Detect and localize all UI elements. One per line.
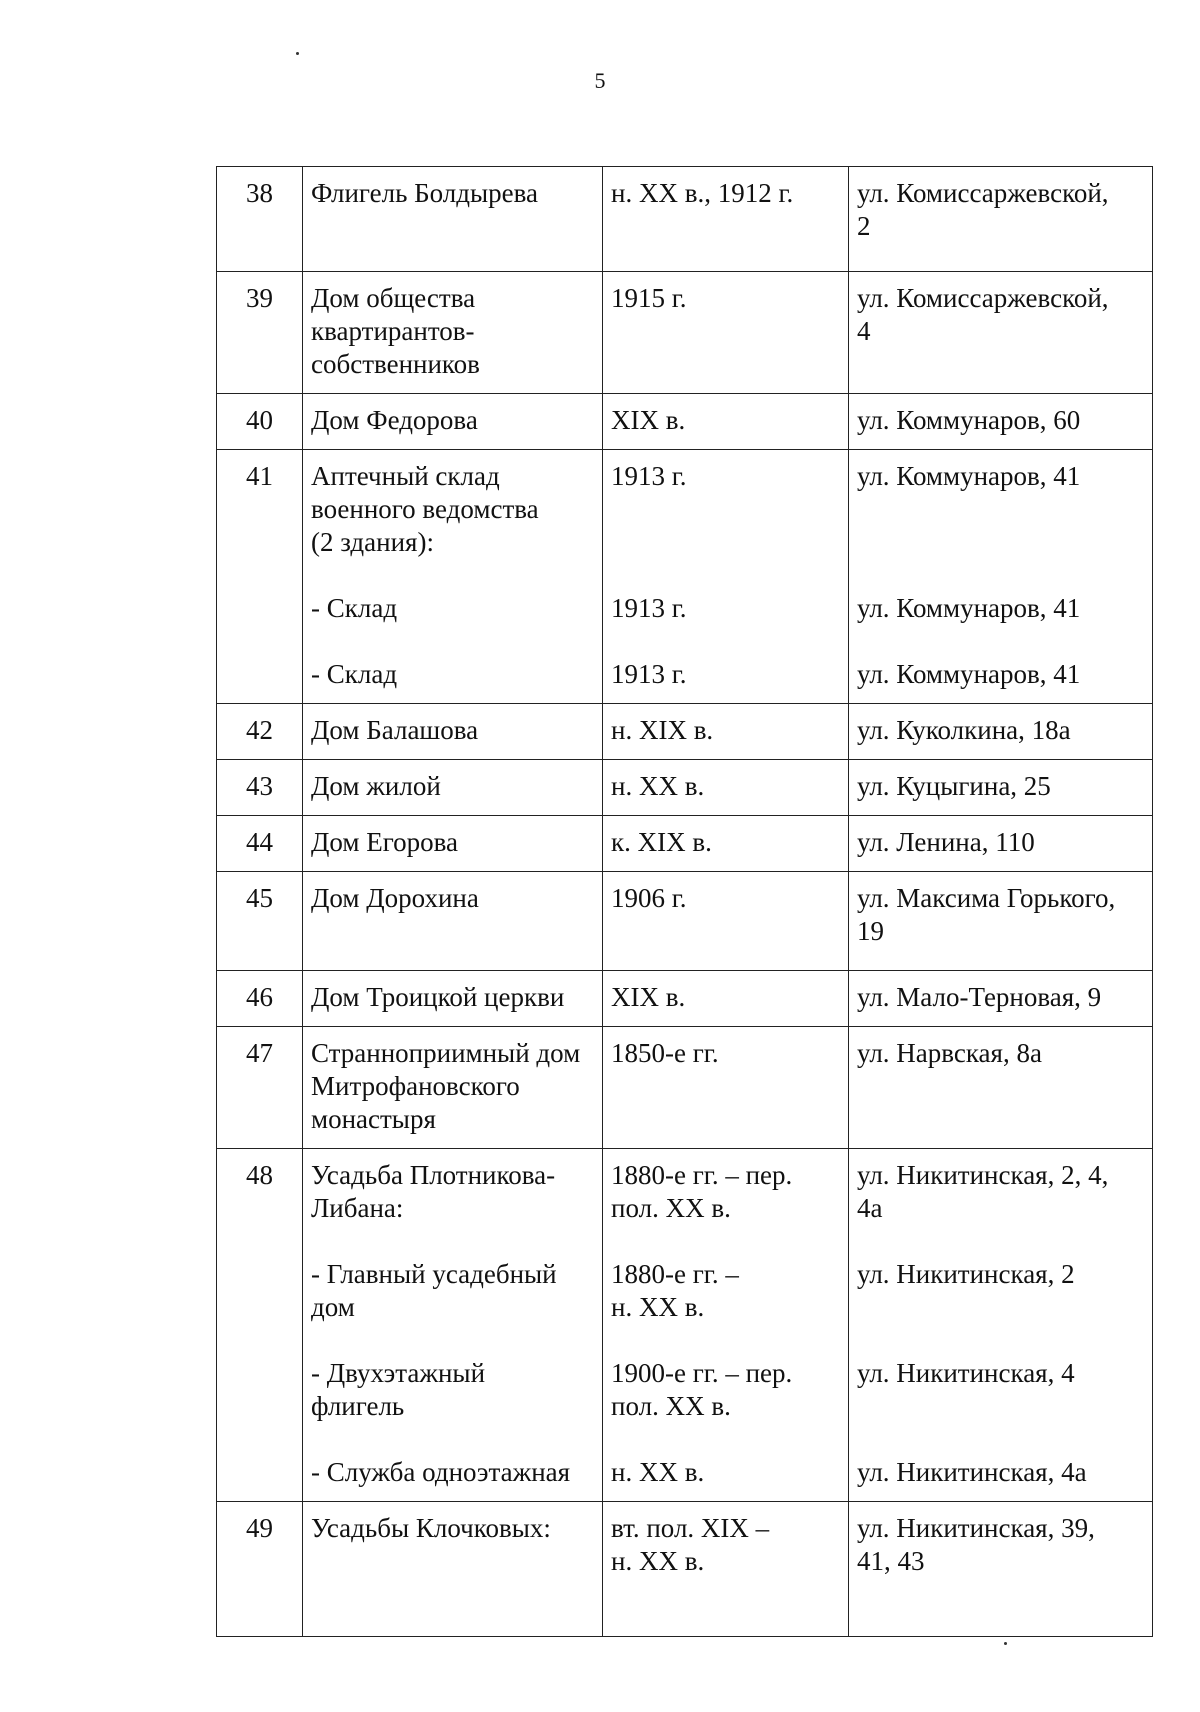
address-cell (849, 272, 1153, 394)
cell-line: ул. Комиссаржевской, (857, 178, 1109, 208)
cell-line: ул. Комиссаржевской, (857, 283, 1109, 313)
cell-line: ул. Коммунаров, 41 (857, 461, 1081, 491)
cell-line: н. XX в. (611, 771, 705, 801)
cell-line: Флигель Болдырева (311, 178, 539, 208)
cell-line: 1913 г. (611, 461, 687, 491)
date-cell (603, 971, 849, 1027)
object-name-cell (303, 450, 603, 704)
cell-line: 2 (857, 211, 871, 241)
row-number: 46 (217, 971, 303, 1027)
cell-line: ул. Никитинская, 2, 4, (857, 1160, 1109, 1190)
table-row (217, 971, 1153, 1027)
cell-line: ул. Никитинская, 2 (857, 1259, 1075, 1289)
cell-line: пол. XX в. (611, 1193, 731, 1223)
row-number: 47 (217, 1027, 303, 1149)
address-cell (849, 1027, 1153, 1149)
table-row (217, 816, 1153, 872)
object-name-cell (303, 1502, 603, 1637)
cell-line: - Двухэтажный (311, 1358, 486, 1388)
table-row (217, 450, 1153, 704)
cell-line: ул. Ленина, 110 (857, 827, 1035, 857)
object-name-cell (303, 272, 603, 394)
object-name-cell (303, 1027, 603, 1149)
cell-line: 1880-е гг. – пер. (611, 1160, 793, 1190)
address-cell (849, 704, 1153, 760)
sub-entry (311, 1456, 594, 1489)
row-number: 42 (217, 704, 303, 760)
cell-line: 1913 г. (611, 593, 687, 623)
address-cell (849, 872, 1153, 971)
row-number: 43 (217, 760, 303, 816)
cell-line: ул. Никитинская, 4а (857, 1457, 1087, 1487)
table-body (217, 167, 1153, 1637)
date-cell (603, 760, 849, 816)
cell-line: пол. XX в. (611, 1391, 731, 1421)
cell-line: военного ведомства (311, 494, 539, 524)
cell-line: н. XX в. (611, 1457, 705, 1487)
date-cell (603, 704, 849, 760)
date-cell (603, 872, 849, 971)
cell-line: ул. Куколкина, 18а (857, 715, 1071, 745)
cell-line: ул. Мало-Терновая, 9 (857, 982, 1102, 1012)
cell-line: 1906 г. (611, 883, 687, 913)
row-number: 48 (217, 1149, 303, 1502)
row-number: 38 (217, 167, 303, 272)
cell-line: собственников (311, 349, 480, 379)
cell-line: Странноприимный дом (311, 1038, 581, 1068)
row-number: 45 (217, 872, 303, 971)
date-cell (603, 272, 849, 394)
cell-line: 1913 г. (611, 659, 687, 689)
cell-line: ул. Коммунаров, 41 (857, 593, 1081, 623)
cell-line: монастыря (311, 1104, 436, 1134)
table-row (217, 760, 1153, 816)
cell-line: Дом жилой (311, 771, 441, 801)
monuments-table (216, 166, 1153, 1637)
cell-line: Митрофановского (311, 1071, 520, 1101)
address-cell (849, 971, 1153, 1027)
sub-entry (311, 1159, 594, 1225)
cell-line: Усадьба Плотникова- (311, 1160, 556, 1190)
object-name-cell (303, 394, 603, 450)
object-name-cell (303, 760, 603, 816)
date-cell (603, 394, 849, 450)
date-cell (603, 450, 849, 704)
cell-line: 1900-е гг. – пер. (611, 1358, 793, 1388)
cell-line: флигель (311, 1391, 405, 1421)
row-number: 44 (217, 816, 303, 872)
address-cell (849, 1149, 1153, 1502)
sub-entry (857, 592, 1144, 625)
table-row (217, 1149, 1153, 1502)
table-row (217, 872, 1153, 971)
scan-speck (296, 52, 299, 55)
sub-entry (857, 1258, 1144, 1324)
cell-line: ул. Никитинская, 4 (857, 1358, 1075, 1388)
cell-line: XIX в. (611, 982, 686, 1012)
object-name-cell (303, 816, 603, 872)
object-name-cell (303, 1149, 603, 1502)
cell-line: 1915 г. (611, 283, 687, 313)
cell-line: Аптечный склад (311, 461, 500, 491)
cell-line: ул. Коммунаров, 41 (857, 659, 1081, 689)
date-cell (603, 1502, 849, 1637)
cell-line: - Склад (311, 593, 398, 623)
cell-line: к. XIX в. (611, 827, 712, 857)
monuments-table-container (216, 166, 1152, 1637)
address-cell (849, 450, 1153, 704)
object-name-cell (303, 704, 603, 760)
cell-line: 4 (857, 316, 871, 346)
cell-line: ул. Максима Горького, (857, 883, 1116, 913)
sub-entry (311, 1357, 594, 1423)
cell-line: квартирантов- (311, 316, 475, 346)
cell-line: Дом общества (311, 283, 476, 313)
cell-line: 1880-е гг. – (611, 1259, 739, 1289)
cell-line: н. XIX в. (611, 715, 714, 745)
scan-speck (1004, 1642, 1007, 1645)
date-cell (603, 816, 849, 872)
cell-line: - Склад (311, 659, 398, 689)
sub-entry (611, 460, 840, 559)
cell-line: дом (311, 1292, 355, 1322)
object-name-cell (303, 167, 603, 272)
cell-line: XIX в. (611, 405, 686, 435)
table-row (217, 1502, 1153, 1637)
row-number: 40 (217, 394, 303, 450)
page-number: 5 (594, 68, 606, 93)
sub-entry (311, 658, 594, 691)
date-cell (603, 1149, 849, 1502)
sub-entry (611, 1357, 840, 1423)
date-cell (603, 167, 849, 272)
cell-line: Дом Егорова (311, 827, 459, 857)
cell-line: Либана: (311, 1193, 404, 1223)
cell-line: - Главный усадебный (311, 1259, 557, 1289)
address-cell (849, 167, 1153, 272)
sub-entry (311, 1258, 594, 1324)
sub-entry (857, 1159, 1144, 1225)
cell-line: ул. Никитинская, 39, (857, 1513, 1095, 1543)
cell-line: Усадьбы Клочковых: (311, 1513, 551, 1543)
cell-line: н. XX в. (611, 1292, 705, 1322)
object-name-cell (303, 971, 603, 1027)
cell-line: 1850-е гг. (611, 1038, 719, 1068)
cell-line: ул. Куцыгина, 25 (857, 771, 1051, 801)
date-cell (603, 1027, 849, 1149)
cell-line: - Служба одноэтажная (311, 1457, 571, 1487)
sub-entry (311, 592, 594, 625)
cell-line: 19 (857, 916, 884, 946)
sub-entry (857, 658, 1144, 691)
sub-entry (611, 592, 840, 625)
table-row (217, 1027, 1153, 1149)
cell-line: н. XX в. (611, 1546, 705, 1576)
cell-line: 4а (857, 1193, 883, 1223)
table-row (217, 704, 1153, 760)
sub-entry (611, 1456, 840, 1489)
cell-line: 41, 43 (857, 1546, 925, 1576)
cell-line: н. XX в., 1912 г. (611, 178, 794, 208)
cell-line: Дом Троицкой церкви (311, 982, 565, 1012)
address-cell (849, 760, 1153, 816)
table-row (217, 167, 1153, 272)
cell-line: Дом Дорохина (311, 883, 479, 913)
sub-entry (611, 1159, 840, 1225)
sub-entry (611, 1258, 840, 1324)
cell-line: Дом Балашова (311, 715, 479, 745)
cell-line: ул. Коммунаров, 60 (857, 405, 1081, 435)
sub-entry (611, 658, 840, 691)
address-cell (849, 394, 1153, 450)
table-row (217, 394, 1153, 450)
cell-line: вт. пол. XIX – (611, 1513, 770, 1543)
address-cell (849, 816, 1153, 872)
cell-line: (2 здания): (311, 527, 434, 557)
cell-line: Дом Федорова (311, 405, 478, 435)
row-number: 39 (217, 272, 303, 394)
address-cell (849, 1502, 1153, 1637)
sub-entry (857, 1456, 1144, 1489)
sub-entry (857, 1357, 1144, 1423)
row-number: 49 (217, 1502, 303, 1637)
table-row (217, 272, 1153, 394)
sub-entry (311, 460, 594, 559)
cell-line: ул. Нарвская, 8а (857, 1038, 1042, 1068)
object-name-cell (303, 872, 603, 971)
sub-entry (857, 460, 1144, 559)
row-number: 41 (217, 450, 303, 704)
